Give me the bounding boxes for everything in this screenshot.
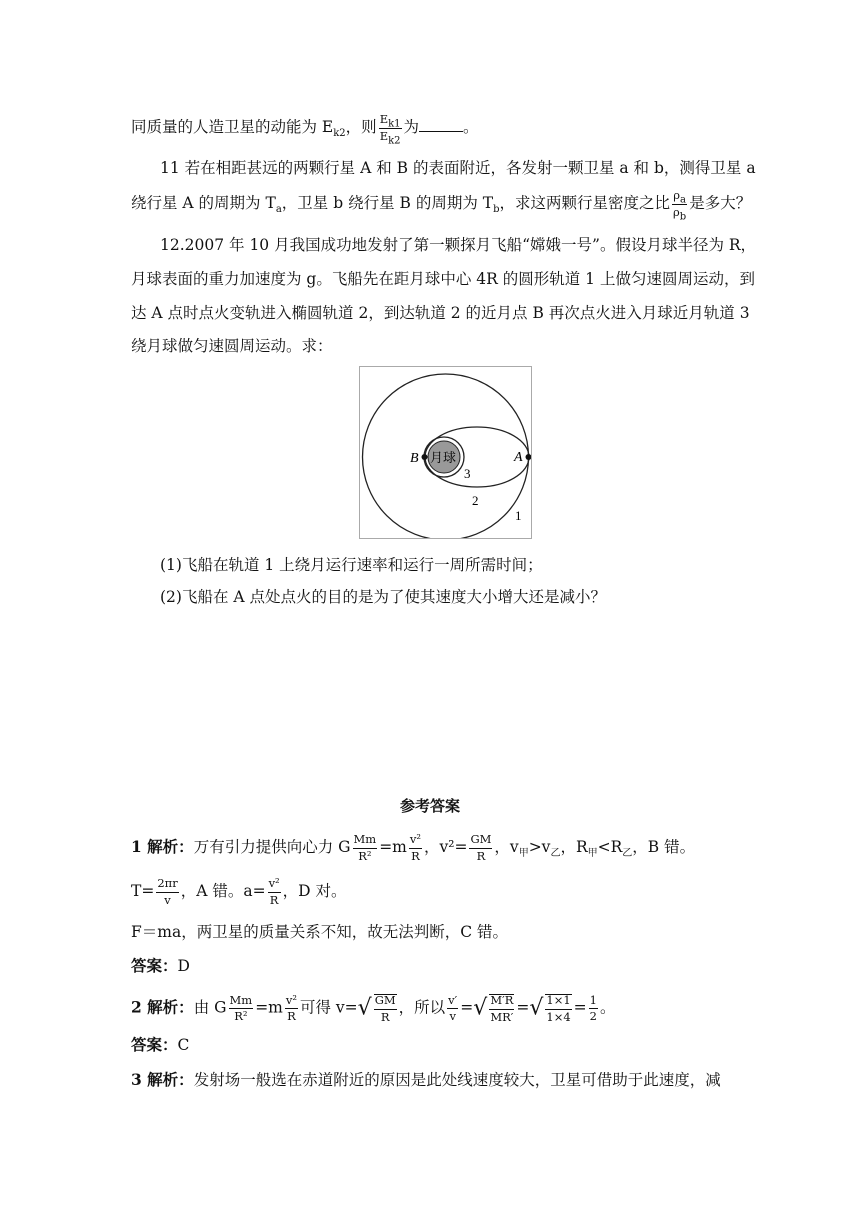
moon-label: 月球	[430, 451, 457, 466]
answer-1-line2: T= $\frac{2\pi r}{v}$ ，A 错。a= $\frac{\text{v²}}{R}$ ，D 对。	[131, 876, 347, 907]
q12-line4: 绕月球做匀速圆周运动。求：	[131, 337, 333, 355]
answer-1-line3: F＝ma，两卫星的质量关系不知，故无法判断，C 错。	[131, 923, 508, 941]
ek-fraction: $\frac{E_{k1}}{E_{k2}}$	[379, 112, 401, 146]
orbit-diagram	[360, 367, 531, 538]
q10-text: ，则	[345, 118, 377, 136]
q12-sub1: (1)飞船在轨道 1 上绕月运行速率和运行一周所需时间；	[160, 556, 543, 574]
q12-line1: 12.2007 年 10 月我国成功地发射了第一颗探月飞船“嫦娥一号”。假设月球半径为 R，	[160, 236, 757, 254]
answer-2-final: 答案：C	[131, 1035, 190, 1054]
answer-blank	[419, 117, 463, 132]
orbit-1-label: 1	[515, 508, 522, 523]
q12-line2: 月球表面的重力加速度为 g。飞船先在距月球中心 4R 的圆形轨道 1 上做匀速圆周运动，到	[131, 270, 755, 288]
answer-1-final: 答案：D	[131, 956, 190, 975]
label-a: A	[514, 450, 523, 465]
q10-text: 同质量的人造卫星的动能为 E	[131, 118, 334, 136]
density-ratio-fraction: $\frac{\rho_a}{\rho_b}$	[673, 188, 687, 222]
orbit-3-label: 3	[464, 466, 471, 481]
q11-line1: 11 若在相距甚远的两颗行星 A 和 B 的表面附近，各发射一颗卫星 a 和 b，测得卫星 a	[160, 159, 756, 177]
q10-text: 。	[463, 118, 479, 136]
q12-line3: 达 A 点时点火变轨进入椭圆轨道 2，到达轨道 2 的近月点 B 再次点火进入月球近月轨道 3	[131, 304, 750, 322]
orbit-figure	[359, 366, 532, 539]
point-b-dot	[422, 454, 428, 460]
orbit-2-label: 2	[472, 493, 479, 508]
label-b: B	[410, 451, 419, 466]
answer-1-line1: 1 解析：万有引力提供向心力 G $\frac{Mm}{\text{R²}}$ =m $\frac{\text{v²}}{R}$ ，v²= $\frac{GM}{R}$ ，$v_甲>v_乙$，$R_甲<R_乙$，B 错。	[131, 832, 696, 863]
q12-sub2: (2)飞船在 A 点处点火的目的是为了使其速度大小增大还是减小？	[160, 588, 607, 606]
point-a-dot	[526, 454, 532, 460]
q10-tail-line	[131, 112, 479, 146]
answer-2-line1: 2 解析：由 G $\frac{Mm}{\text{R²}}$ =m $\frac{\text{v²}}{R}$ 可得 v=√ $\frac{GM}{R}$ ，所以 $\frac{v'}{v}$ =√ $\frac{M'R}{MR'}$ =√ $\frac{1\times 1}{1\times 4}$ = $\frac{1}{2}$ 。	[131, 992, 616, 1024]
q10-text: 为	[403, 118, 420, 136]
q11-line2: 绕行星 A 的周期为 $T_a$，卫星 b 绕行星 B 的周期为 $T_b$，求这两颗行星密度之比 $\frac{\rho_a}{\rho_b}$ 是多大？	[131, 188, 752, 222]
answers-title: 参考答案	[399, 797, 460, 815]
answer-3-line1: 3 解析：发射场一般选在赤道附近的原因是此处线速度较大，卫星可借助于此速度，减	[131, 1070, 721, 1089]
q10-sub: k2	[333, 128, 346, 140]
